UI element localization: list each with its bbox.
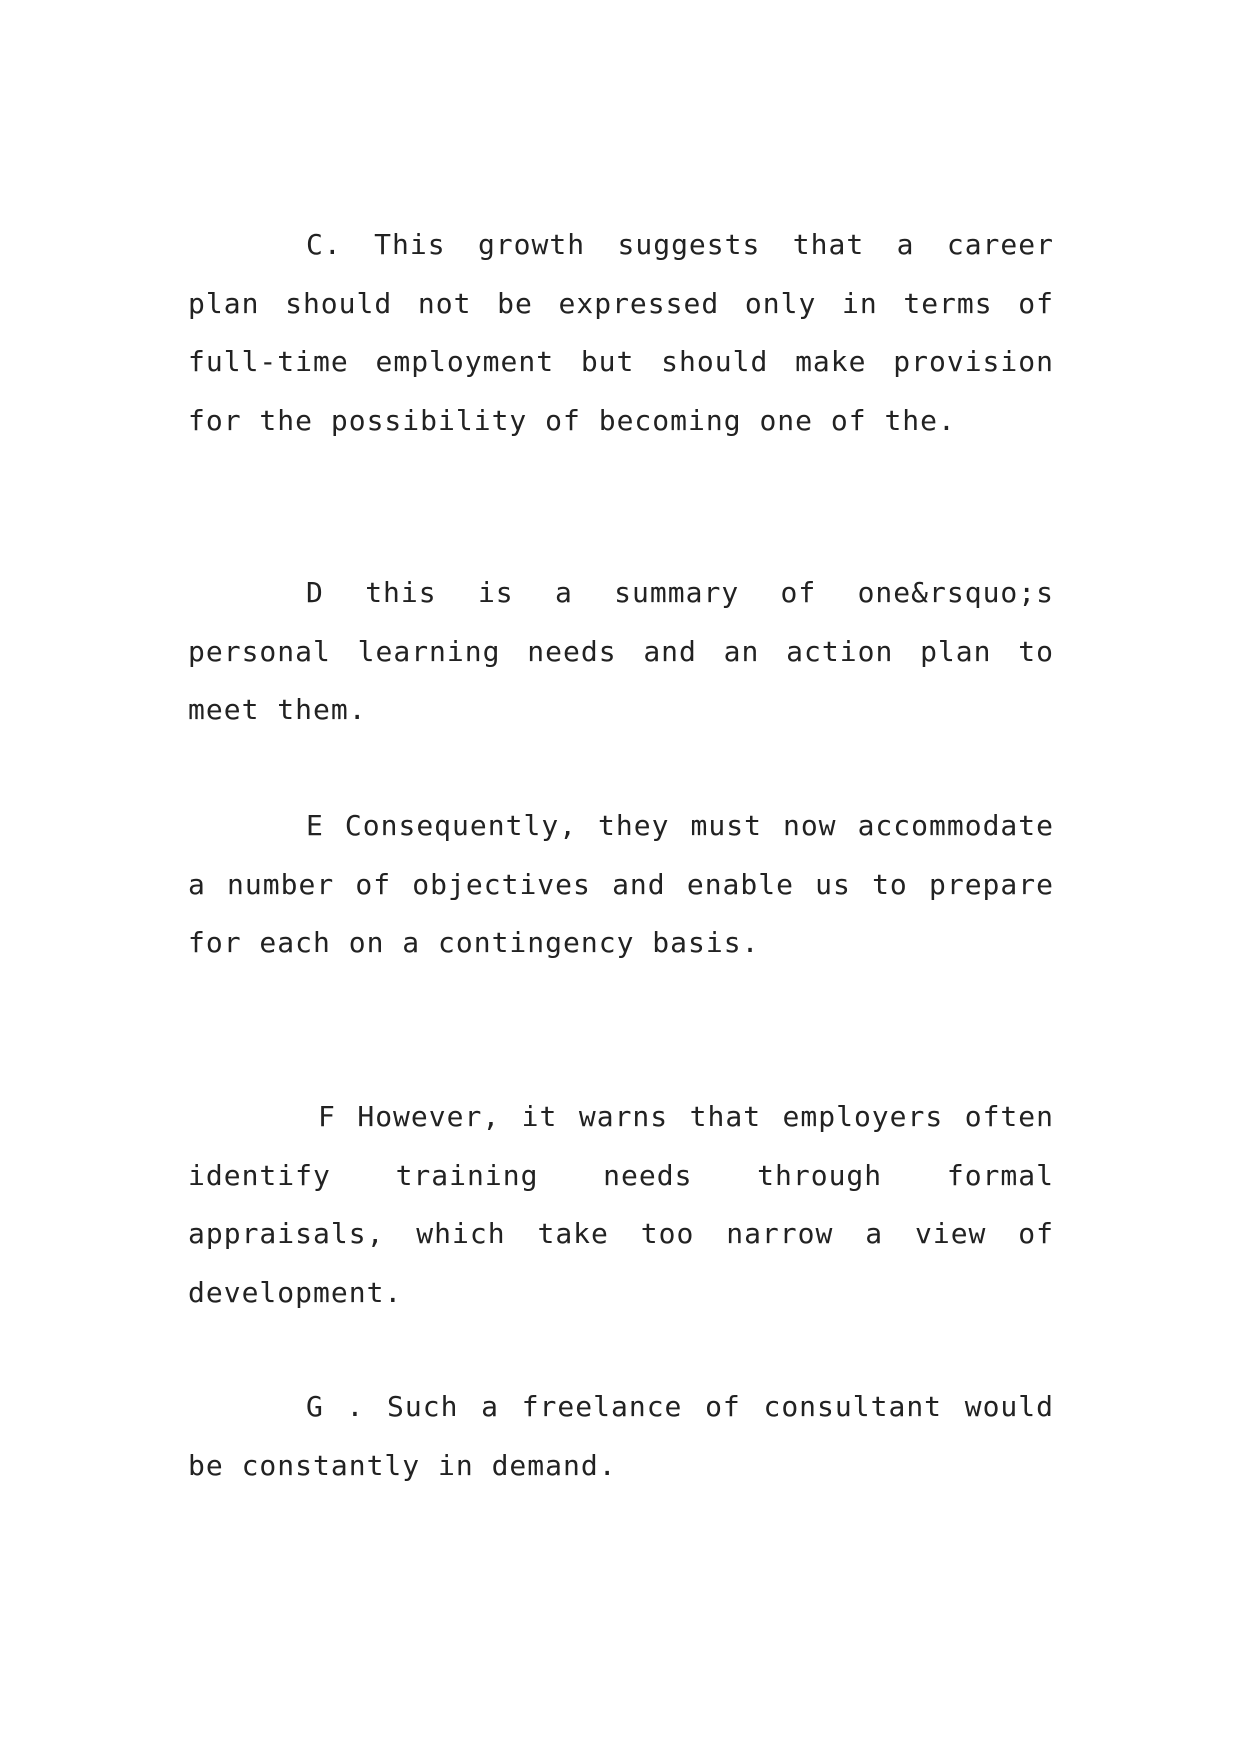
paragraph-c: C. This growth suggests that a career plan should not be expressed only in terms of full-time employment but should make provision for the possibility of becoming one of the. [188, 228, 1054, 437]
paragraph-d: D this is a summary of one&rsquo;s personal learning needs and an action plan to meet them. [188, 576, 1054, 726]
paragraph-g: G . Such a freelance of consultant would be constantly in demand. [188, 1390, 1054, 1482]
paragraph-e: E Consequently, they must now accommodate a number of objectives and enable us to prepare for each on a contingency basis. [188, 809, 1054, 959]
paragraph-f: F However, it warns that employers often identify training needs through formal appraisals, which take too narrow a view of development. [188, 1100, 1054, 1309]
